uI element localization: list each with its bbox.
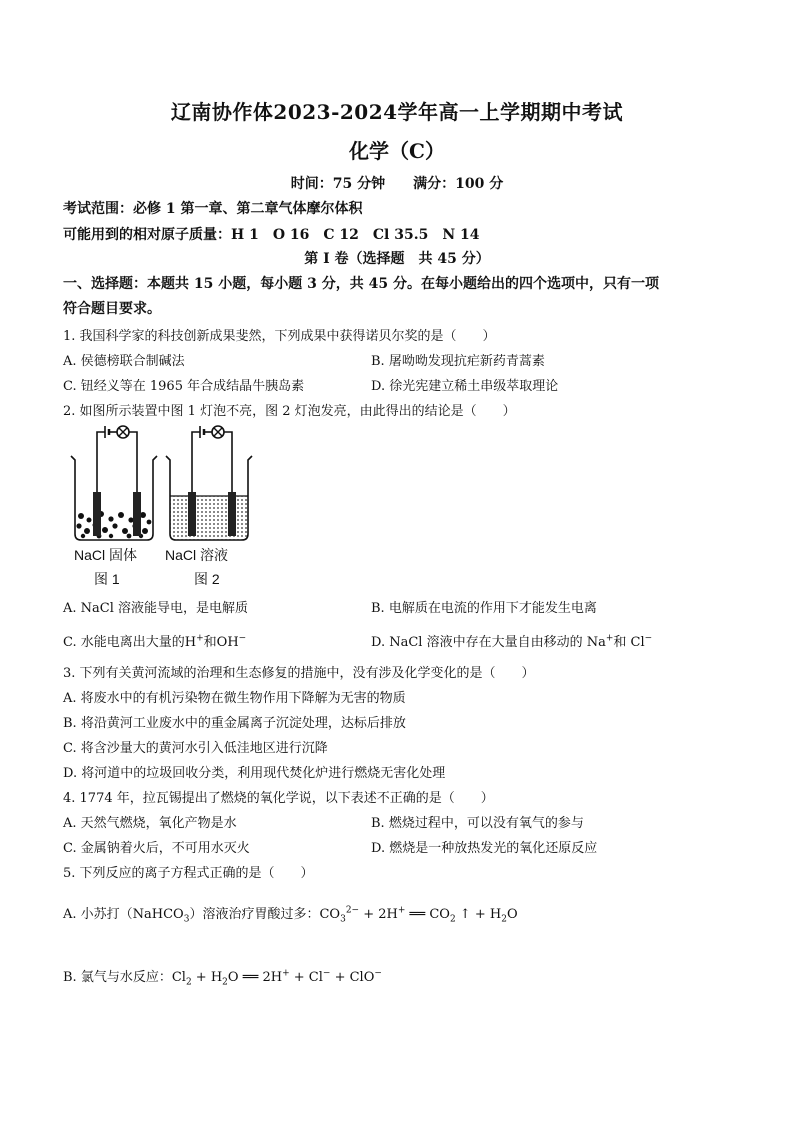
q5b-sub-2: 2 (222, 977, 228, 988)
q5b-text-3: O ══ 2H (227, 970, 283, 985)
figure-2-label: NaCl 溶液 (165, 547, 229, 563)
figure-1-caption: 图 1 (94, 571, 120, 587)
option-c-oh-charge: − (238, 633, 247, 644)
q5b-sup-minus-2: − (374, 968, 382, 979)
question-3-option-b: B. 将沿黄河工业废水中的重金属离子沉淀处理，达标后排放 (63, 716, 406, 731)
q5a-sub-4: 2 (501, 914, 507, 925)
q5b-sup-minus: − (322, 968, 331, 979)
q5a-text-5: ↑ + H (455, 907, 502, 922)
figure-2-apparatus (160, 422, 255, 542)
q5a-text-3: + 2H (359, 907, 398, 922)
question-1-stem: 1. 我国科学家的科技创新成果斐然，下列成果中获得诺贝尔奖的是（ ） (63, 329, 496, 344)
q5b-sup-plus: + (282, 968, 290, 979)
option-d-cl: Cl (626, 635, 645, 650)
question-1-option-a: A. 侯德榜联合制碱法 (63, 354, 185, 369)
option-c-and: 和 (203, 635, 217, 650)
question-1-option-b: B. 屠呦呦发现抗疟新药青蒿素 (371, 354, 545, 369)
q5a-sup-charge: 2− (345, 905, 360, 916)
exam-scope: 考试范围：必修 1 第一章、第二章气体摩尔体积 (63, 201, 363, 217)
question-5-option-a (63, 903, 518, 925)
question-5-option-b (63, 966, 382, 988)
question-3-stem: 3. 下列有关黄河流域的治理和生态修复的措施中，没有涉及化学变化的是（ ） (63, 666, 535, 681)
option-c-h: H (184, 635, 197, 650)
q5a-sub-2: 3 (340, 914, 346, 925)
question-2-option-a: A. NaCl 溶液能导电，是电解质 (63, 601, 249, 616)
q5a-text-6: O (506, 907, 518, 922)
figure-2-caption: 图 2 (194, 571, 220, 587)
question-4-option-b: B. 燃烧过程中，可以没有氧气的参与 (371, 816, 584, 831)
q5b-text-5: + ClO (330, 970, 375, 985)
q5a-sub-1: 3 (183, 914, 190, 925)
option-d-na-charge: + (605, 633, 614, 644)
figure-1-label: NaCl 固体 (74, 547, 138, 563)
question-1-option-c: C. 钮经义等在 1965 年合成结晶牛胰岛素 (63, 379, 305, 394)
question-2-stem: 2. 如图所示装置中图 1 灯泡不亮，图 2 灯泡发亮，由此得出的结论是（ ） (63, 404, 516, 419)
q5b-text-2: + H (191, 970, 223, 985)
question-5-stem: 5. 下列反应的离子方程式正确的是（ ） (63, 866, 314, 881)
time-line: 时间：75 分钟 满分：100 分 (290, 176, 504, 192)
q5a-text-1: A. 小苏打（NaHCO (63, 907, 184, 922)
option-d-cl-charge: − (644, 633, 653, 644)
q5a-sub-3: 2 (449, 914, 456, 925)
question-4-option-d: D. 燃烧是一种放热发光的氧化还原反应 (371, 841, 598, 856)
q5a-text-2: ）溶液治疗胃酸过多：CO (189, 907, 341, 922)
question-2-option-d (371, 631, 652, 650)
option-d-text: D. NaCl 溶液中存在大量自由移动的 (371, 635, 583, 650)
question-4-option-c: C. 金属钠着火后，不可用水灭火 (63, 841, 250, 856)
section-instruction-line2: 符合题目要求。 (63, 301, 161, 317)
exam-subtitle: 化学（C） (349, 139, 445, 163)
question-4-option-a: A. 天然气燃烧，氧化产物是水 (63, 816, 237, 831)
exam-title: 辽南协作体2023-2024学年高一上学期期中考试 (170, 100, 624, 124)
q5b-text-4: + Cl (289, 970, 323, 985)
question-3-option-a: A. 将废水中的有机污染物在微生物作用下降解为无害的物质 (63, 691, 406, 706)
q5a-text-4: ══ CO (405, 907, 450, 922)
question-4-stem: 4. 1774 年，拉瓦锡提出了燃烧的氧化学说，以下表述不正确的是（ ） (63, 791, 494, 806)
question-2-option-c (63, 631, 246, 650)
option-c-text: C. 水能电离出大量的 (63, 635, 185, 650)
option-c-oh: OH (216, 635, 239, 650)
option-c-h-charge: + (196, 633, 204, 644)
question-1-option-d: D. 徐光宪建立稀土串级萃取理论 (371, 379, 559, 394)
q5b-sub-1: 2 (185, 977, 192, 988)
question-3-option-d: D. 将河道中的垃圾回收分类，利用现代焚化炉进行燃烧无害化处理 (63, 766, 446, 781)
option-d-na: Na (582, 635, 606, 650)
section-instruction-line1: 一、选择题：本题共 15 小题，每小题 3 分，共 45 分。在每小题给出的四个选项中，只有一项 (63, 276, 659, 292)
atomic-mass-line: 可能用到的相对原子质量：H 1 O 16 C 12 Cl 35.5 N 14 (63, 227, 480, 243)
q5a-sup-plus: + (397, 905, 406, 916)
q5b-text-1: B. 氯气与水反应：Cl (63, 970, 186, 985)
figure-1-apparatus (65, 422, 160, 542)
question-3-option-c: C. 将含沙量大的黄河水引入低洼地区进行沉降 (63, 741, 328, 756)
part-one-heading: 第 I 卷（选择题 共 45 分） (304, 251, 490, 267)
question-2-option-b: B. 电解质在电流的作用下才能发生电离 (371, 601, 597, 616)
option-d-and: 和 (613, 635, 627, 650)
